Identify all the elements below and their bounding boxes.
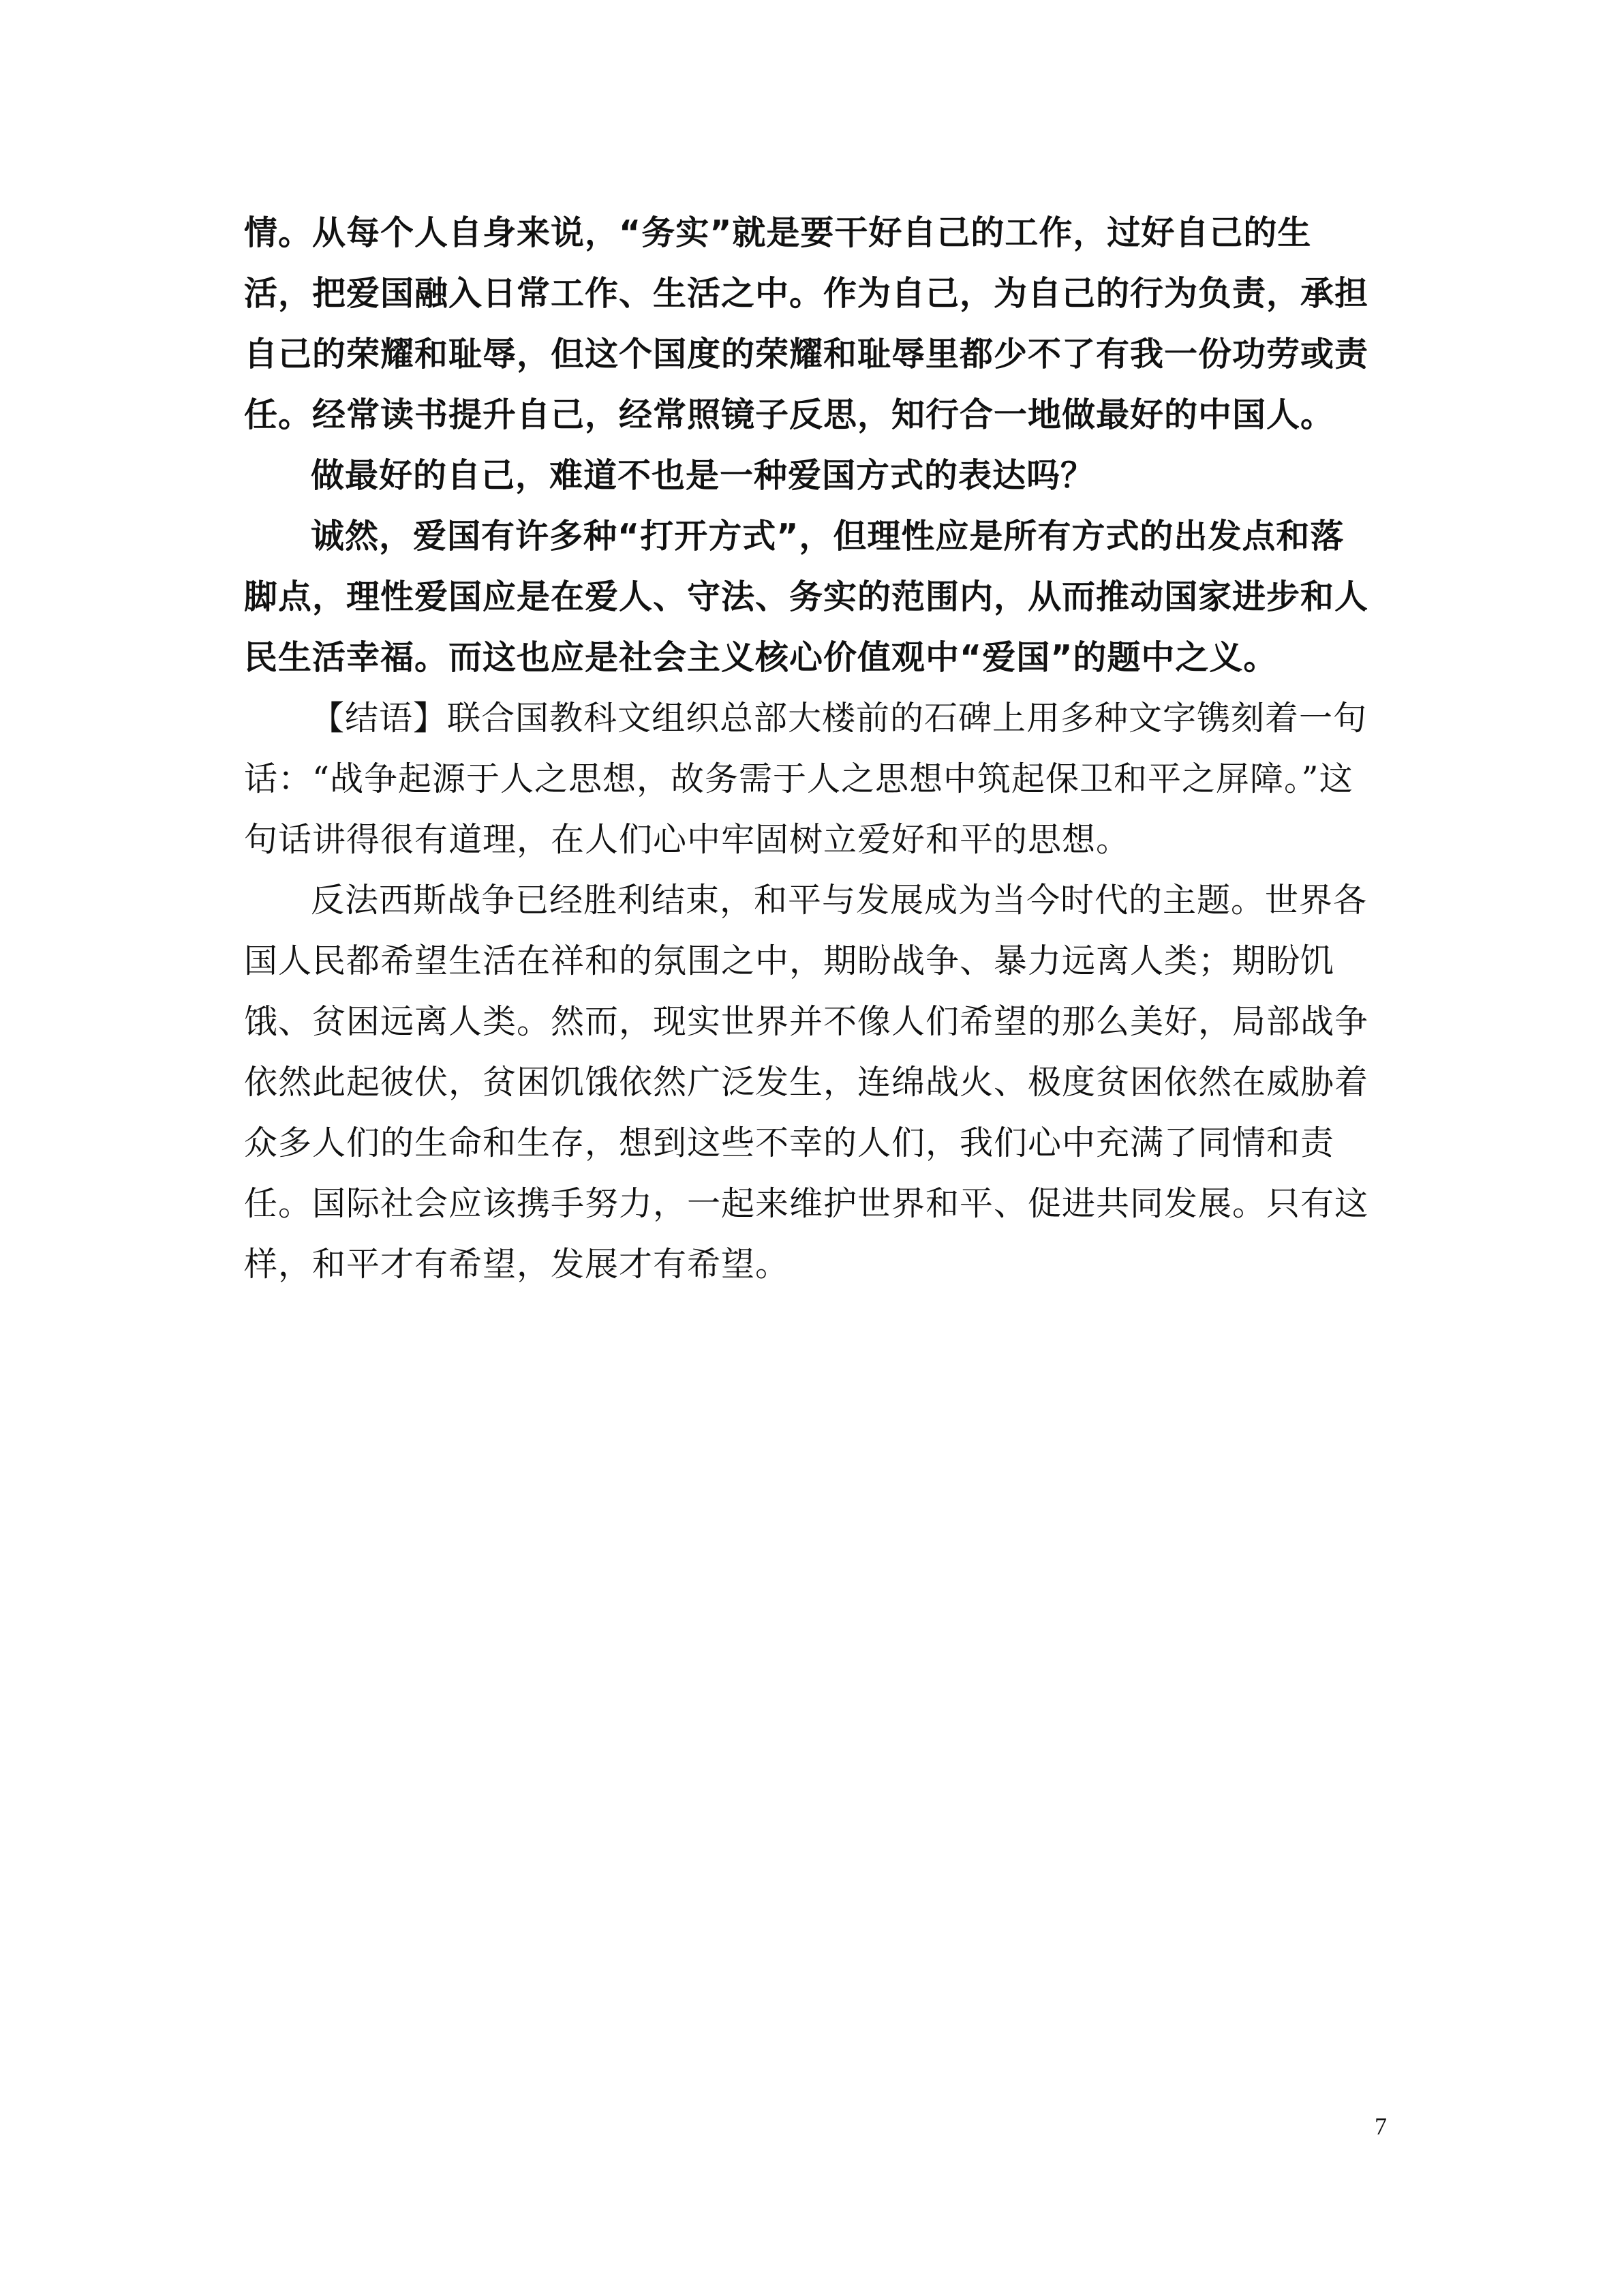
paragraph-rational-patriotism: 诚然，爱国有许多种“打开方式”，但理性应是所有方式的出发点和落脚点，理性爱国应是在爱人、守法、务实的范围内，从而推动国家进步和人民生活幸福。而这也应是社会主义核心价值观中“爱国”的题中之义。 (244, 517, 1369, 677)
paragraph-conclusion: 【结语】联合国教科文组织总部大楼前的石碑上用多种文字镌刻着一句话：“战争起源于人之思想，故务需于人之思想中筑起保卫和平之屏障。”这句话讲得很有道理，在人们心中牢固树立爱好和平的思想。 (244, 699, 1368, 859)
page-number: 7 (1375, 2113, 1387, 2140)
body-text (244, 202, 1370, 1295)
paragraph-peace-development: 反法西斯战争已经胜利结束，和平与发展成为当今时代的主题。世界各国人民都希望生活在祥和的氛围之中，期盼战争、暴力远离人类；期盼饥饿、贫困远离人类。然而，现实世界并不像人们希望的那么美好，局部战争依然此起彼伏，贫困饥饿依然广泛发生，连绵战火、极度贫困依然在威胁着众多人们的生命和生存，想到这些不幸的人们，我们心中充满了同情和责任。国际社会应该携手努力，一起来维护世界和平、促进共同发展。只有这样，和平才有希望，发展才有希望。 (244, 881, 1369, 1284)
paragraph-continuation: 情。从每个人自身来说，“务实”就是要干好自己的工作，过好自己的生活，把爱国融入日常工作、生活之中。作为自己，为自己的行为负责，承担自己的荣耀和耻辱，但这个国度的荣耀和耻辱里都少不了有我一份功劳或责任。经常读书提升自己，经常照镜子反思，知行合一地做最好的中国人。 (244, 213, 1369, 434)
paragraph-question: 做最好的自己，难道不也是一种爱国方式的表达吗？ (311, 456, 1095, 495)
